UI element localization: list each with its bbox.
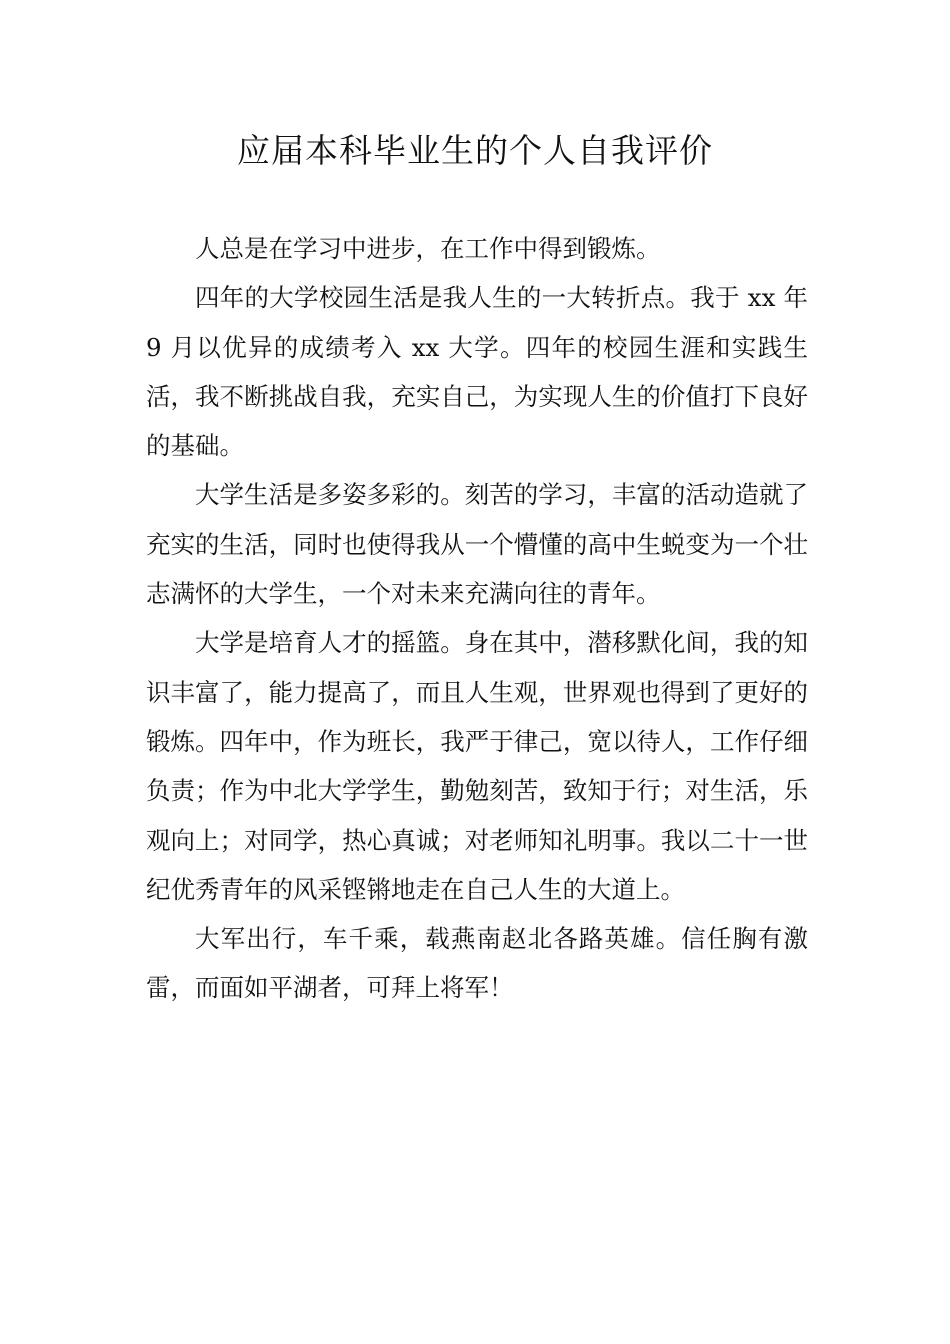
paragraph-5: 大军出行，车千乘，载燕南赵北各路英雄。信任胸有激雷，而面如平湖者，可拜上将军！ [146,924,808,1003]
document-title: 应届本科毕业生的个人自我评价 [237,131,713,170]
paragraph-3: 大学生活是多姿多彩的。刻苦的学习，丰富的活动造就了充实的生活，同时也使得我从一个懵懂的高中生蜕变为一个壮志满怀的大学生，一个对未来充满向往的青年。 [146,480,808,609]
paragraph-1: 人总是在学习中进步，在工作中得到锻炼。 [195,234,661,263]
document-body [146,224,808,1013]
paragraph-4: 大学是培育人才的摇篮。身在其中，潜移默化间，我的知识丰富了，能力提高了，而且人生观，世界观也得到了更好的锻炼。四年中，作为班长，我严于律己，宽以待人，工作仔细负责；作为中北大学学生，勤勉刻苦，致知于行；对生活，乐观向上；对同学，热心真诚；对老师知礼明事。我以二十一世纪优秀青年的风采铿锵地走在自己人生的大道上。 [146,628,808,904]
paragraph-2: 四年的大学校园生活是我人生的一大转折点。我于 xx 年 9 月以优异的成绩考入 xx 大学。四年的校园生涯和实践生活，我不断挑战自我，充实自己，为实现人生的价值打下良好的基础。 [146,283,808,461]
